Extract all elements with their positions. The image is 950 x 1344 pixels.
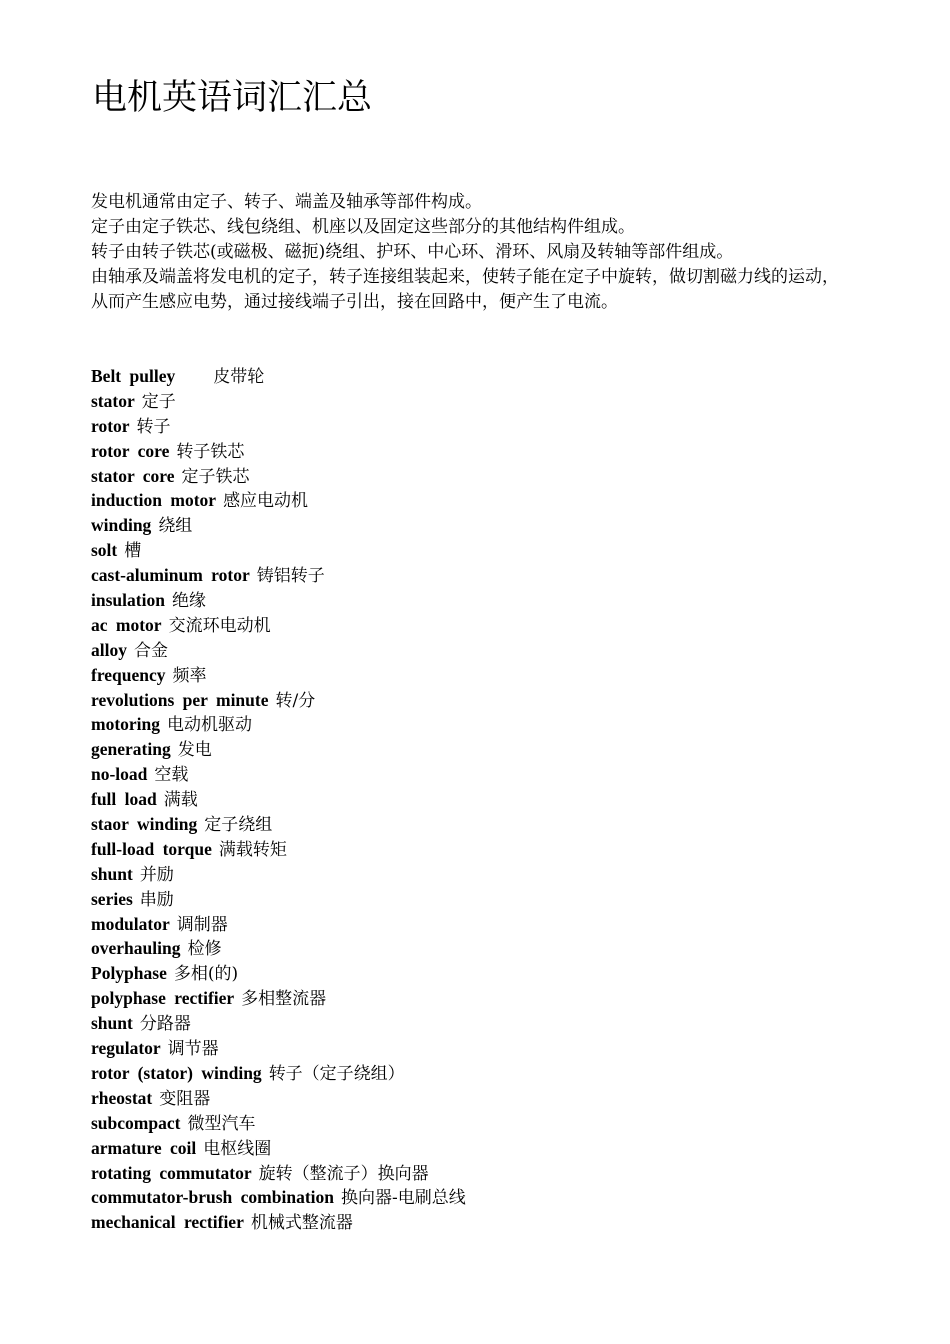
chinese-term: 频率 [172,665,207,686]
english-term: subcompact [91,1112,181,1133]
intro-line: 定子由定子铁芯、线包绕组、机座以及固定这些部分的其他结构件组成。 [91,217,635,237]
vocabulary-item [91,389,891,414]
vocabulary-item [91,986,891,1011]
english-term: regulator [91,1038,161,1059]
english-term: solt [91,540,118,561]
vocabulary-item [91,787,891,812]
vocabulary-item [91,1036,891,1061]
vocabulary-item [91,837,891,862]
chinese-term: 满载转矩 [218,839,287,860]
chinese-term: 多相整流器 [241,989,327,1010]
english-term: insulation [91,590,165,611]
chinese-term: 电枢线圈 [203,1138,272,1159]
chinese-term: 铸铝转子 [256,566,325,587]
chinese-term: 感应电动机 [223,491,309,512]
chinese-term: 转/分 [275,690,316,711]
vocabulary-item [91,638,891,663]
chinese-term: 空载 [154,765,189,786]
chinese-term: 分路器 [139,1014,191,1035]
chinese-term: 转子铁芯 [176,441,245,462]
vocabulary-item [91,439,891,464]
chinese-term: 定子铁芯 [181,466,250,487]
chinese-term: 调制器 [176,914,228,935]
document-title: 电机英语词汇汇总 [92,78,373,118]
chinese-term: 转子（定子绕组） [268,1063,405,1084]
english-term: frequency [91,664,166,685]
english-term: Belt pulley [91,366,176,386]
vocabulary-item [91,812,891,837]
intro-line: 由轴承及端盖将发电机的定子，转子连接组装起来，使转子能在定子中旋转，做切割磁力线的运动， [91,267,839,287]
vocabulary-item [91,762,891,787]
vocabulary-item [91,563,891,588]
vocabulary-item [91,1111,891,1136]
vocabulary-item [91,613,891,638]
chinese-term: 旋转（整流子）换向器 [258,1163,429,1184]
english-term: armature coil [91,1137,197,1158]
vocabulary-item [91,1086,891,1111]
chinese-term: 皮带轮 [213,367,265,387]
vocabulary-item [91,464,891,489]
chinese-term: 机械式整流器 [250,1213,353,1234]
english-term: rotor (stator) winding [91,1062,262,1083]
english-term: rotating commutator [91,1162,252,1183]
vocabulary-item [91,1061,891,1086]
english-term: revolutions per minute [91,689,269,710]
english-term: staor winding [91,814,198,835]
chinese-term: 多相(的) [173,964,239,985]
chinese-term: 合金 [133,640,168,661]
english-term: overhauling [91,938,181,959]
vocabulary-item [91,538,891,563]
english-term: mechanical rectifier [91,1212,244,1233]
english-term: cast-aluminum rotor [91,565,250,586]
vocabulary-item [91,961,891,986]
english-term: Polyphase [91,963,167,984]
chinese-term: 槽 [124,541,142,562]
english-term: rheostat [91,1087,153,1108]
chinese-term: 满载 [163,790,198,811]
chinese-term: 绝缘 [171,591,206,612]
chinese-term: 变阻器 [159,1088,211,1109]
vocabulary-item [91,513,891,538]
chinese-term: 调节器 [167,1039,219,1060]
vocabulary-item [91,1011,891,1036]
chinese-term: 电动机驱动 [167,715,253,736]
english-term: generating [91,739,171,760]
vocabulary-item [91,663,891,688]
english-term: shunt [91,863,133,884]
vocabulary-item [91,1210,891,1235]
chinese-term: 定子绕组 [204,815,273,836]
vocabulary-item [91,936,891,961]
english-term: full load [91,789,157,810]
chinese-term: 定子 [141,391,176,412]
vocabulary-item [91,1185,891,1210]
chinese-term: 交流环电动机 [168,615,271,636]
vocabulary-item [91,364,891,389]
chinese-term: 换向器-电刷总线 [341,1188,466,1209]
vocabulary-item [91,1161,891,1186]
vocabulary-item [91,414,891,439]
intro-paragraphs [91,190,891,315]
english-term: winding [91,515,152,536]
english-term: modulator [91,913,170,934]
vocabulary-item [91,912,891,937]
intro-line: 转子由转子铁芯(或磁极、磁扼)绕组、护环、中心环、滑环、风扇及转轴等部件组成。 [91,242,734,262]
vocabulary-list [91,364,891,1235]
vocabulary-item [91,737,891,762]
english-term: stator [91,390,135,411]
english-term: alloy [91,639,127,660]
english-term: commutator-brush combination [91,1187,335,1208]
vocabulary-item [91,712,891,737]
vocabulary-item [91,488,891,513]
english-term: stator core [91,465,175,486]
chinese-term: 绕组 [158,516,193,537]
english-term: rotor [91,415,130,436]
vocabulary-item [91,862,891,887]
english-term: full-load torque [91,838,212,859]
english-term: ac motor [91,614,162,635]
english-term: rotor core [91,440,170,461]
chinese-term: 检修 [187,939,222,960]
english-term: shunt [91,1013,133,1034]
intro-line: 发电机通常由定子、转子、端盖及轴承等部件构成。 [91,192,482,212]
chinese-term: 转子 [136,416,171,437]
chinese-term: 微型汽车 [187,1113,256,1134]
english-term: polyphase rectifier [91,988,235,1009]
english-term: series [91,888,133,909]
english-term: no-load [91,764,148,785]
vocabulary-item [91,688,891,713]
english-term: motoring [91,714,161,735]
vocabulary-item [91,1136,891,1161]
vocabulary-item [91,588,891,613]
chinese-term: 发电 [177,740,212,761]
vocabulary-item [91,887,891,912]
english-term: induction motor [91,490,217,511]
chinese-term: 串励 [139,889,174,910]
chinese-term: 并励 [139,864,174,885]
intro-line: 从而产生感应电势，通过接线端子引出，接在回路中，便产生了电流。 [91,292,618,312]
